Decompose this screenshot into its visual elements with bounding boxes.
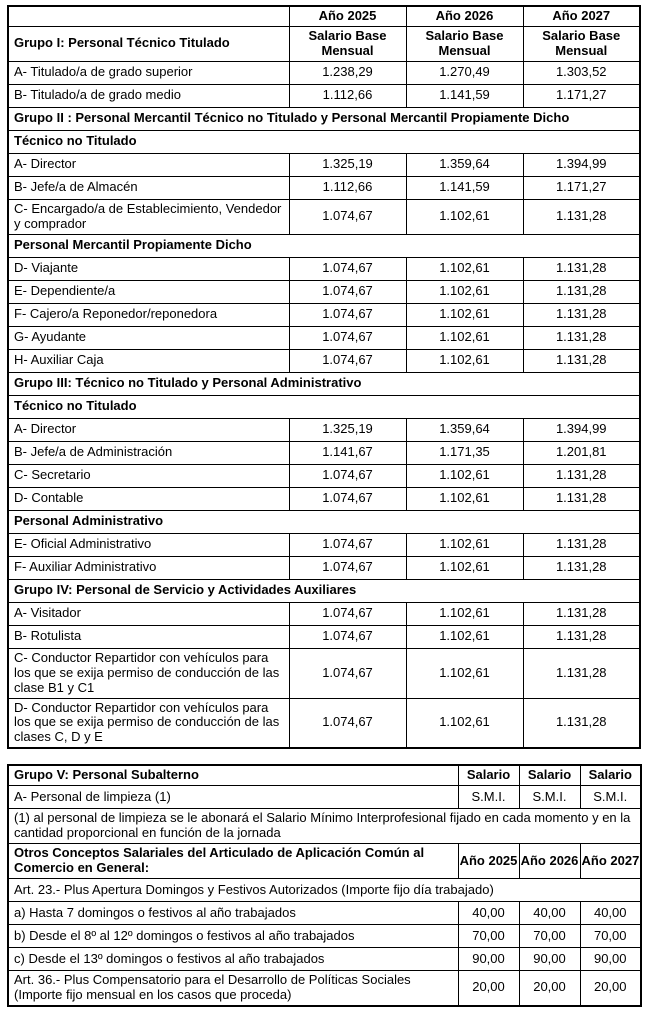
- salary-base-table-body: [8, 61, 640, 748]
- salary-base-table: [7, 5, 641, 749]
- row-label: A- Director: [8, 418, 289, 441]
- value-cell: 1.131,28: [523, 487, 640, 510]
- row-label: Art. 36.- Plus Compensatorio para el Desarrollo de Políticas Sociales (Importe fijo mensual en los casos que proceda): [8, 971, 458, 1006]
- row-label: F- Cajero/a Reponedor/reponedora: [8, 303, 289, 326]
- value-cell: 1.102,61: [406, 464, 523, 487]
- table-row: [8, 418, 640, 441]
- value-cell: 1.131,28: [523, 349, 640, 372]
- table-row: [8, 971, 641, 1006]
- value-cell: 70,00: [519, 925, 580, 948]
- value-cell: 1.131,28: [523, 648, 640, 698]
- value-cell: 1.131,28: [523, 280, 640, 303]
- table-row: [8, 349, 640, 372]
- table-row: [8, 61, 640, 84]
- value-cell: 90,00: [580, 948, 641, 971]
- table-row: [8, 510, 640, 533]
- empty-corner-cell: [8, 6, 289, 26]
- column-header-cell: Salario: [458, 765, 519, 785]
- row-label: D- Conductor Repartidor con vehículos para los que se exija permiso de conducción de las clases C, D y E: [8, 698, 289, 748]
- value-cell: 1.102,61: [406, 199, 523, 234]
- value-cell: 1.074,67: [289, 303, 406, 326]
- section-header: Técnico no Titulado: [8, 130, 640, 153]
- value-cell: 1.112,66: [289, 84, 406, 107]
- value-cell: 1.325,19: [289, 418, 406, 441]
- value-cell: 1.394,99: [523, 418, 640, 441]
- table-row: [8, 326, 640, 349]
- value-cell: 40,00: [519, 902, 580, 925]
- value-cell: 1.141,59: [406, 84, 523, 107]
- table-row: [8, 441, 640, 464]
- value-cell: 1.325,19: [289, 153, 406, 176]
- value-cell: 1.074,67: [289, 326, 406, 349]
- table-row: [8, 107, 640, 130]
- value-cell: 1.074,67: [289, 199, 406, 234]
- row-label: A- Titulado/a de grado superior: [8, 61, 289, 84]
- salary-base-table-head: [8, 6, 640, 61]
- value-cell: 1.171,27: [523, 176, 640, 199]
- table-row: [8, 902, 641, 925]
- value-cell: 1.102,61: [406, 326, 523, 349]
- value-cell: 20,00: [458, 971, 519, 1006]
- value-cell: 1.074,67: [289, 625, 406, 648]
- subalterno-table-body: [8, 765, 641, 1006]
- value-cell: 1.303,52: [523, 61, 640, 84]
- year-2027-header: Año 2027: [523, 6, 640, 26]
- value-cell: 1.270,49: [406, 61, 523, 84]
- value-cell: S.M.I.: [580, 786, 641, 809]
- value-cell: 1.102,61: [406, 698, 523, 748]
- column-header-cell: Año 2025: [458, 844, 519, 879]
- table-row: [8, 556, 640, 579]
- value-cell: 1.074,67: [289, 556, 406, 579]
- section-header: Personal Administrativo: [8, 510, 640, 533]
- table-row: [8, 234, 640, 257]
- salario-base-mensual-header: Salario Base Mensual: [289, 26, 406, 61]
- value-cell: 1.102,61: [406, 280, 523, 303]
- note-text: (1) al personal de limpieza se le abonará el Salario Mínimo Interprofesional fijado en cada momento y en la cantidad proporcional en función de la jornada: [8, 809, 641, 844]
- table-row: [8, 948, 641, 971]
- column-header-cell: Salario: [519, 765, 580, 785]
- value-cell: 1.102,61: [406, 625, 523, 648]
- table-row: [8, 199, 640, 234]
- value-cell: 1.359,64: [406, 153, 523, 176]
- row-label: A- Personal de limpieza (1): [8, 786, 458, 809]
- row-label: C- Secretario: [8, 464, 289, 487]
- value-cell: 1.102,61: [406, 349, 523, 372]
- value-cell: 40,00: [458, 902, 519, 925]
- table-row: [8, 533, 640, 556]
- table-row: [8, 809, 641, 844]
- table-row: [8, 84, 640, 107]
- value-cell: 1.074,67: [289, 464, 406, 487]
- row-label: B- Jefe/a de Almacén: [8, 176, 289, 199]
- value-cell: 1.074,67: [289, 487, 406, 510]
- value-cell: 1.394,99: [523, 153, 640, 176]
- table-row: [8, 280, 640, 303]
- value-cell: 20,00: [519, 971, 580, 1006]
- value-cell: 1.074,67: [289, 602, 406, 625]
- value-cell: 1.074,67: [289, 349, 406, 372]
- value-cell: 90,00: [519, 948, 580, 971]
- value-cell: 1.131,28: [523, 533, 640, 556]
- column-header-cell: Año 2026: [519, 844, 580, 879]
- table-row: [8, 925, 641, 948]
- group-header-label: Otros Conceptos Salariales del Articulado de Aplicación Común al Comercio en General:: [8, 844, 458, 879]
- table-row: [8, 395, 640, 418]
- row-label: A- Visitador: [8, 602, 289, 625]
- value-cell: 1.171,35: [406, 441, 523, 464]
- value-cell: 1.131,28: [523, 464, 640, 487]
- table-row: [8, 130, 640, 153]
- value-cell: 1.141,59: [406, 176, 523, 199]
- value-cell: 1.131,28: [523, 625, 640, 648]
- row-label: E- Oficial Administrativo: [8, 533, 289, 556]
- row-label: F- Auxiliar Administrativo: [8, 556, 289, 579]
- value-cell: 1.131,28: [523, 602, 640, 625]
- value-cell: 1.171,27: [523, 84, 640, 107]
- row-label: C- Encargado/a de Establecimiento, Vendedor y comprador: [8, 199, 289, 234]
- row-label: H- Auxiliar Caja: [8, 349, 289, 372]
- value-cell: S.M.I.: [519, 786, 580, 809]
- value-cell: 1.131,28: [523, 326, 640, 349]
- value-cell: 1.131,28: [523, 257, 640, 280]
- year-header-row: [8, 6, 640, 26]
- value-cell: 1.131,28: [523, 199, 640, 234]
- group1-header-row: [8, 26, 640, 61]
- value-cell: 1.201,81: [523, 441, 640, 464]
- section-header: Grupo IV: Personal de Servicio y Actividades Auxiliares: [8, 579, 640, 602]
- value-cell: 1.359,64: [406, 418, 523, 441]
- value-cell: 1.074,67: [289, 698, 406, 748]
- row-label: D- Contable: [8, 487, 289, 510]
- row-label: C- Conductor Repartidor con vehículos para los que se exija permiso de conducción de las clase B1 y C1: [8, 648, 289, 698]
- value-cell: 1.102,61: [406, 556, 523, 579]
- table-row: [8, 786, 641, 809]
- section-header: Grupo II : Personal Mercantil Técnico no Titulado y Personal Mercantil Propiamente Dicho: [8, 107, 640, 130]
- table-row: [8, 372, 640, 395]
- row-label: B- Titulado/a de grado medio: [8, 84, 289, 107]
- row-label: E- Dependiente/a: [8, 280, 289, 303]
- row-label: D- Viajante: [8, 257, 289, 280]
- value-cell: 1.102,61: [406, 648, 523, 698]
- table-row: [8, 602, 640, 625]
- table-row: [8, 844, 641, 879]
- value-cell: 1.074,67: [289, 533, 406, 556]
- table-row: [8, 698, 640, 748]
- table-row: [8, 579, 640, 602]
- section-header: Personal Mercantil Propiamente Dicho: [8, 234, 640, 257]
- table-row: [8, 625, 640, 648]
- value-cell: 1.131,28: [523, 303, 640, 326]
- year-2026-header: Año 2026: [406, 6, 523, 26]
- table-row: [8, 464, 640, 487]
- row-label: G- Ayudante: [8, 326, 289, 349]
- table-row: [8, 303, 640, 326]
- table-row: [8, 176, 640, 199]
- value-cell: 1.102,61: [406, 602, 523, 625]
- row-label: b) Desde el 8º al 12º domingos o festivos al año trabajados: [8, 925, 458, 948]
- value-cell: 1.074,67: [289, 648, 406, 698]
- value-cell: 1.141,67: [289, 441, 406, 464]
- column-header-cell: Salario: [580, 765, 641, 785]
- value-cell: 70,00: [580, 925, 641, 948]
- row-label: A- Director: [8, 153, 289, 176]
- value-cell: 20,00: [580, 971, 641, 1006]
- section-header: Grupo III: Técnico no Titulado y Personal Administrativo: [8, 372, 640, 395]
- group1-title: Grupo I: Personal Técnico Titulado: [8, 26, 289, 61]
- table-row: [8, 765, 641, 785]
- value-cell: 1.131,28: [523, 698, 640, 748]
- subalterno-and-other-concepts-table: [7, 764, 642, 1007]
- row-label: B- Jefe/a de Administración: [8, 441, 289, 464]
- value-cell: 1.074,67: [289, 280, 406, 303]
- table-row: [8, 879, 641, 902]
- value-cell: 1.102,61: [406, 257, 523, 280]
- value-cell: 1.102,61: [406, 533, 523, 556]
- value-cell: S.M.I.: [458, 786, 519, 809]
- value-cell: 1.074,67: [289, 257, 406, 280]
- value-cell: 1.131,28: [523, 556, 640, 579]
- column-header-cell: Año 2027: [580, 844, 641, 879]
- note-text: Art. 23.- Plus Apertura Domingos y Festivos Autorizados (Importe fijo día trabajado): [8, 879, 641, 902]
- value-cell: 90,00: [458, 948, 519, 971]
- value-cell: 1.112,66: [289, 176, 406, 199]
- row-label: B- Rotulista: [8, 625, 289, 648]
- value-cell: 1.102,61: [406, 487, 523, 510]
- table-row: [8, 257, 640, 280]
- salario-base-mensual-header: Salario Base Mensual: [523, 26, 640, 61]
- value-cell: 70,00: [458, 925, 519, 948]
- group-header-label: Grupo V: Personal Subalterno: [8, 765, 458, 785]
- salario-base-mensual-header: Salario Base Mensual: [406, 26, 523, 61]
- year-2025-header: Año 2025: [289, 6, 406, 26]
- row-label: c) Desde el 13º domingos o festivos al año trabajados: [8, 948, 458, 971]
- value-cell: 1.102,61: [406, 303, 523, 326]
- value-cell: 40,00: [580, 902, 641, 925]
- table-row: [8, 487, 640, 510]
- table-row: [8, 648, 640, 698]
- table-row: [8, 153, 640, 176]
- section-header: Técnico no Titulado: [8, 395, 640, 418]
- value-cell: 1.238,29: [289, 61, 406, 84]
- row-label: a) Hasta 7 domingos o festivos al año trabajados: [8, 902, 458, 925]
